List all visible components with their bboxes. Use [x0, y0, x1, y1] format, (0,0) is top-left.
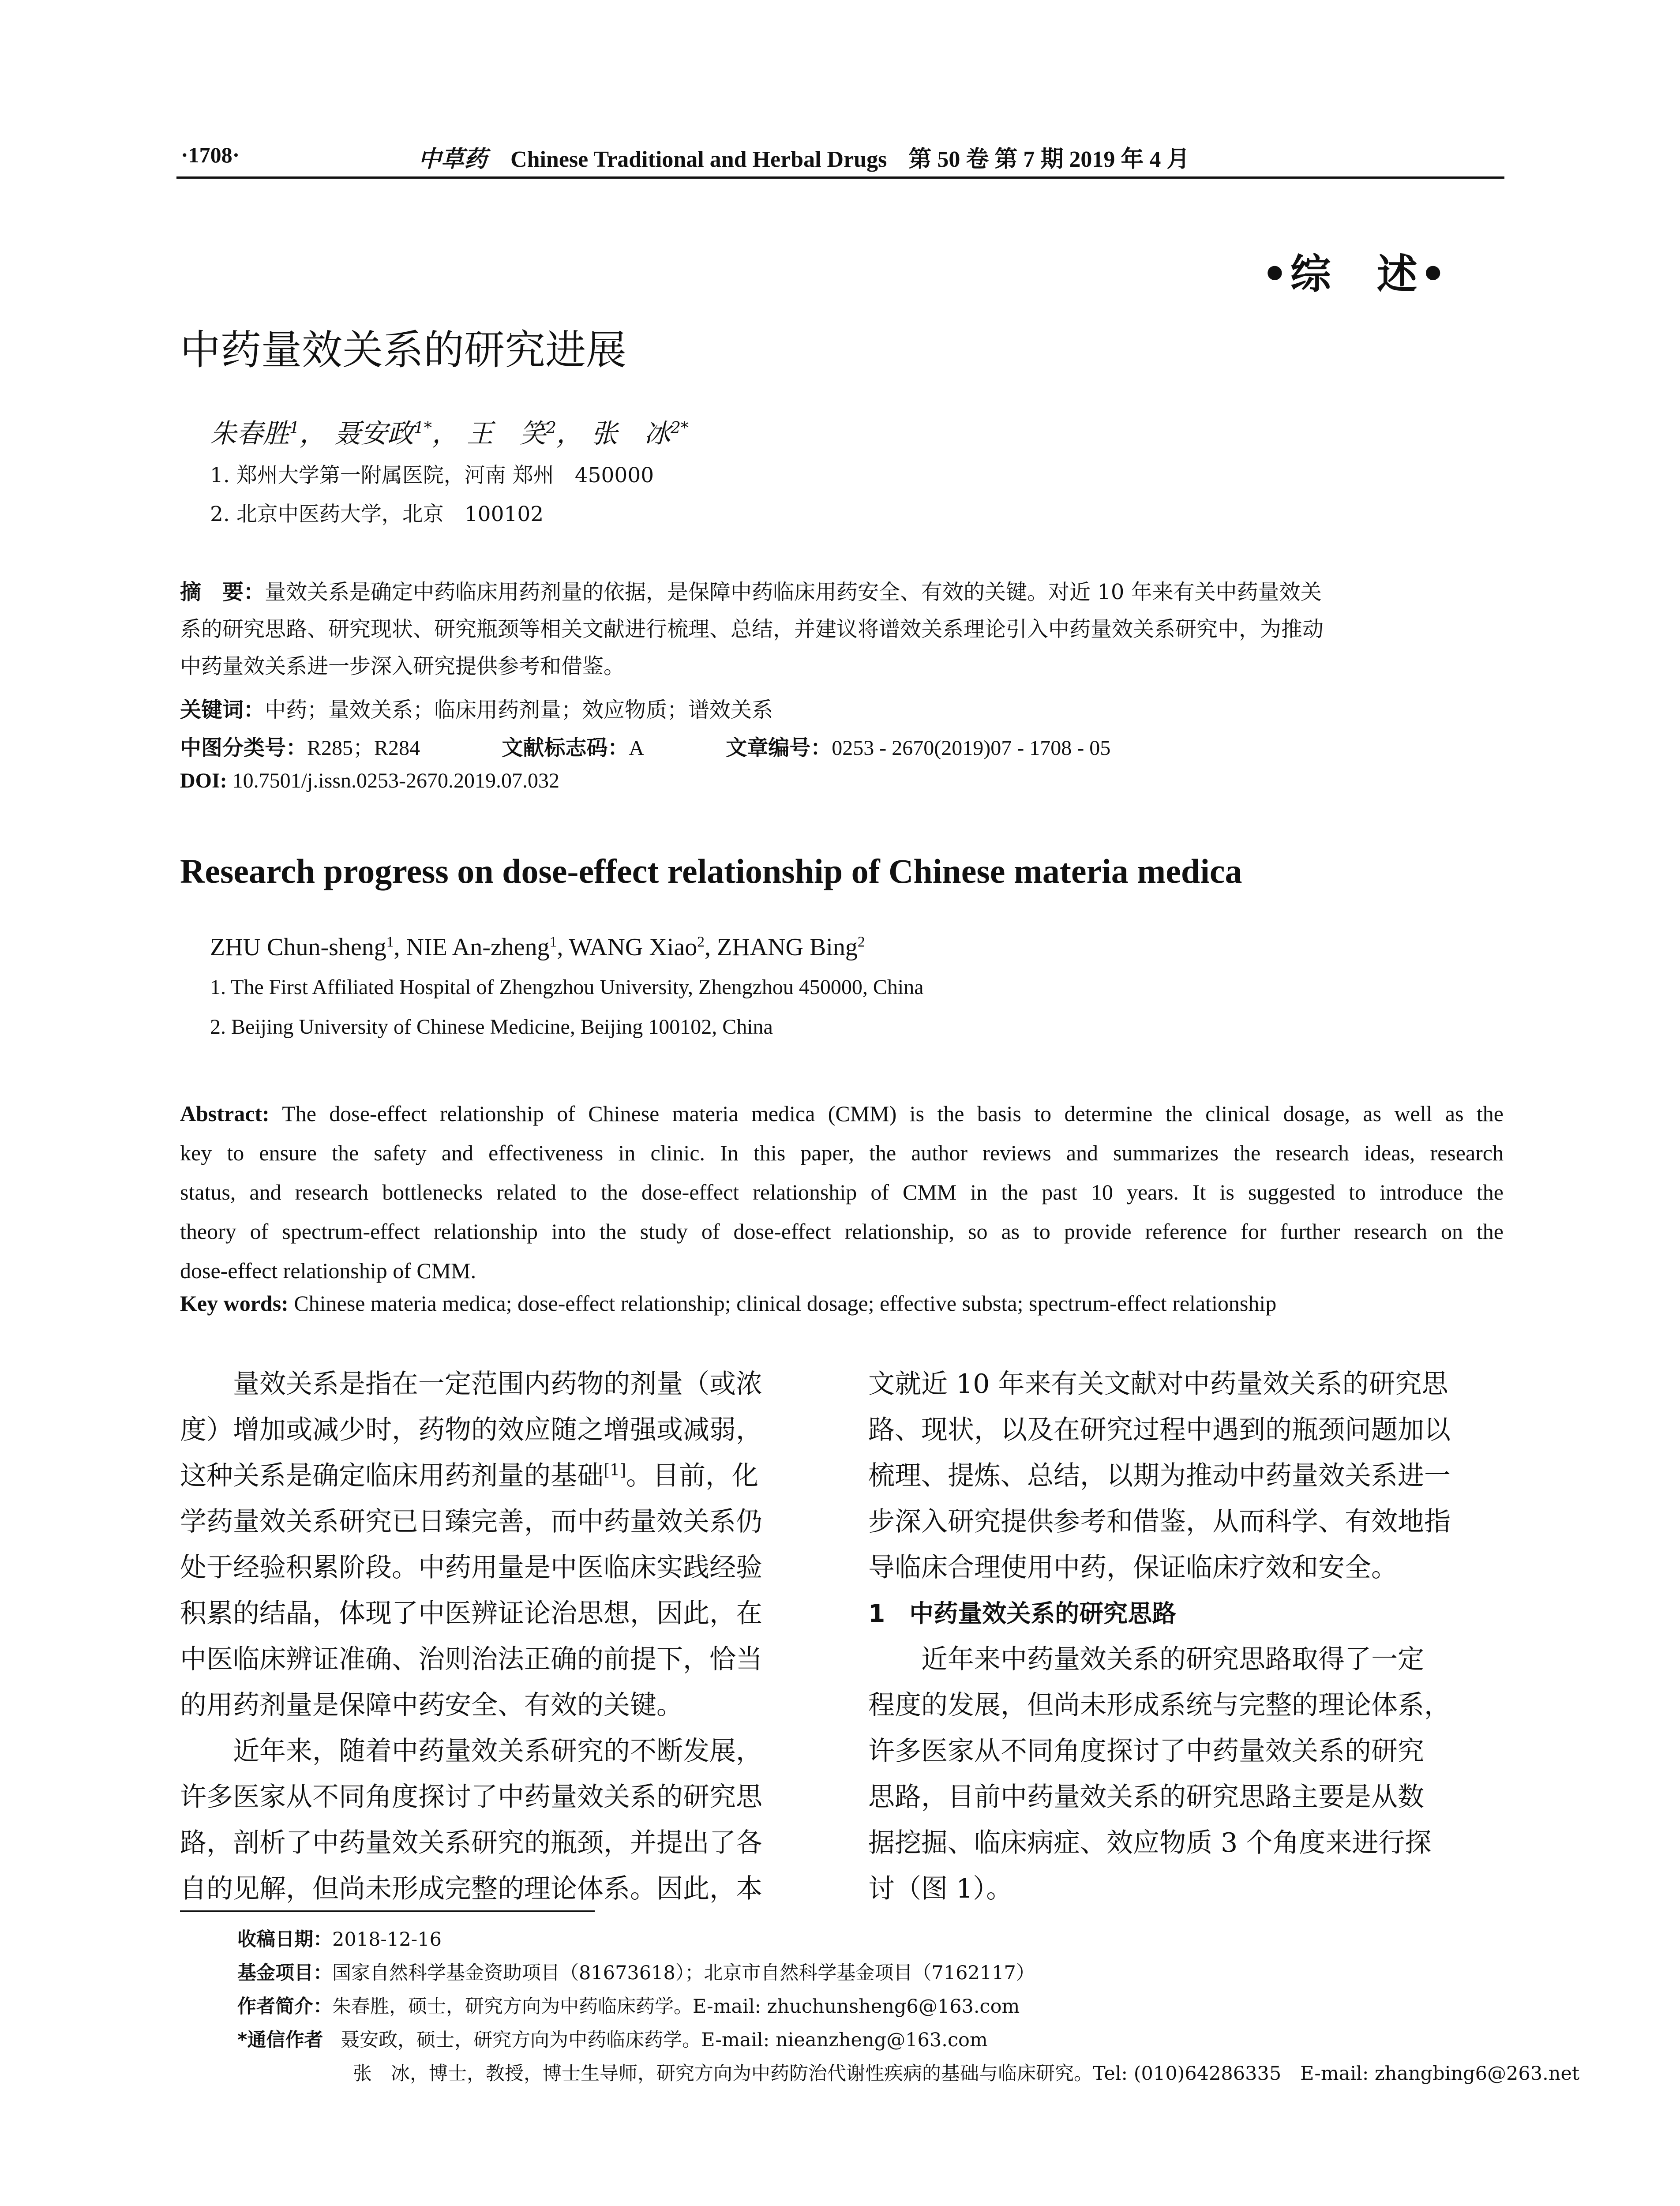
author-cn-4-sup: 2*: [670, 419, 689, 437]
author-en-2: NIE An-zheng: [406, 934, 550, 961]
authors-cn: 朱春胜$^1$， 聂安政$^{1*}$， 王 笑$^2$， 张 冰$^{2*}$: [210, 418, 689, 449]
body-left-line-6: 积累的结晶，体现了中医辨证论治思想，因此，在: [180, 1598, 762, 1629]
body-right-line-3: 梳理、提炼、总结，以期为推动中药量效关系进一: [868, 1460, 1451, 1491]
footnote-received: [237, 1925, 442, 1951]
body-right-line-10: 思路，目前中药量效关系的研究思路主要是从数: [868, 1782, 1424, 1812]
body-right-line-1: 文就近 10 年来有关文献对中药量效关系的研究思: [868, 1369, 1448, 1399]
title-en: Research progress on dose-effect relationship of Chinese materia medica: [180, 852, 1242, 890]
affiliation-cn-1: 1. 郑州大学第一附属医院，河南 郑州 450000: [210, 463, 654, 488]
doi-label: DOI:: [180, 769, 227, 792]
article-number-label: 文章编号：: [726, 735, 832, 760]
body-left-line-11: 路，剖析了中药量效关系研究的瓶颈，并提出了各: [180, 1827, 762, 1858]
abstract-cn-line-3: 中药量效关系进一步深入研究提供参考和借鉴。: [180, 654, 625, 679]
journal-header: [418, 140, 1189, 173]
clc-label: 中图分类号：: [180, 735, 308, 760]
footnote-fund: [237, 1958, 1035, 1985]
journal-name-cn: 中草药: [418, 147, 488, 172]
keywords-en-label: Key words:: [180, 1291, 289, 1316]
received-date: 2018-12-16: [332, 1928, 442, 1951]
body-right-line-2: 路、现状，以及在研究过程中遇到的瓶颈问题加以: [868, 1414, 1451, 1445]
title-cn: 中药量效关系的研究进展: [180, 326, 627, 374]
author-en-3-sup: 2: [697, 934, 705, 950]
journal-issue: 第 50 卷 第 7 期 2019 年 4 月: [908, 147, 1190, 172]
author-cn-1: 朱春胜: [210, 418, 289, 449]
author-en-1-sup: 1: [386, 934, 394, 950]
received-label: 收稿日期：: [237, 1928, 332, 1951]
body-left-line-7: 中医临床辨证准确、治则治法正确的前提下，恰当: [180, 1644, 762, 1675]
author-cn-4: 张 冰: [591, 418, 671, 449]
fund-label: 基金项目：: [237, 1962, 332, 1984]
citation-1[interactable]: [1]: [604, 1461, 626, 1479]
corresponding-author-2: 张 冰，博士，教授，博士生导师，研究方向为中药防治代谢性疾病的基础与临床研究。Tel: (010)64286335 E-mail: zhangbing6@263.net: [353, 2063, 1580, 2085]
journal-name-en: Chinese Traditional and Herbal Drugs: [510, 147, 887, 172]
author-en-4: ZHANG Bing: [716, 934, 858, 961]
corresponding-label: *通信作者: [237, 2029, 323, 2051]
doc-code-value: A: [629, 736, 645, 760]
keywords-cn: [180, 693, 773, 723]
abstract-cn-label: 摘 要：: [180, 580, 265, 604]
body-right-line-11: 据挖掘、临床病症、效应物质 3 个角度来进行探: [868, 1827, 1432, 1858]
keywords-en: [180, 1291, 1276, 1316]
affiliation-en-1: 1. The First Affiliated Hospital of Zhengzhou University, Zhengzhou 450000, China: [210, 975, 924, 999]
article-number-value: 0253 - 2670(2019)07 - 1708 - 05: [832, 736, 1111, 760]
classification-line: [180, 731, 1110, 761]
author-en-4-sup: 2: [857, 934, 865, 950]
keywords-cn-label: 关键词：: [180, 698, 265, 722]
abstract-cn-line-1: 量效关系是确定中药临床用药剂量的依据，是保障中药临床用药安全、有效的关键。对近 10 年来有关中药量效关: [265, 580, 1322, 604]
footnote-rule: [180, 1910, 595, 1912]
abstract-en-line-3: status, and research bottlenecks related to the dose-effect relationship of CMM in the past 10 years. It is suggested to introduce the: [180, 1180, 1504, 1204]
page-number: ·1708·: [181, 143, 240, 167]
author-cn-2: 聂安政: [334, 418, 414, 449]
author-en-1: ZHU Chun-sheng: [210, 934, 386, 961]
body-right-line-12: 讨（图 1）。: [868, 1873, 1013, 1904]
abstract-cn-line-2: 系的研究思路、研究现状、研究瓶颈等相关文献进行梳理、总结，并建议将谱效关系理论引入中药量效关系研究中，为推动: [180, 617, 1324, 642]
author-cn-3: 王 笑: [466, 418, 546, 449]
abstract-en: [180, 1094, 1504, 1291]
affiliation-cn-2: 2. 北京中医药大学，北京 100102: [210, 502, 544, 526]
body-left-line-2: 度）增加或减少时，药物的效应随之增强或减弱，: [180, 1414, 762, 1445]
body-left-line-4: 学药量效关系研究已日臻完善，而中药量效关系仍: [180, 1506, 762, 1537]
abstract-cn: [180, 574, 1504, 685]
abstract-en-line-4: theory of spectrum-effect relationship into the study of dose-effect relationship, so as to provide reference for further research on the: [180, 1219, 1504, 1244]
corresponding-author-1: 聂安政，硕士，研究方向为中药临床药学。E-mail: nieanzheng@163.com: [341, 2029, 988, 2051]
body-left-line-10: 许多医家从不同角度探讨了中药量效关系的研究思: [180, 1782, 762, 1812]
doi-value: 10.7501/j.issn.0253-2670.2019.07.032: [232, 769, 560, 792]
body-left-line-1: 量效关系是指在一定范围内药物的剂量（或浓: [180, 1369, 762, 1399]
body-left-line-8: 的用药剂量是保障中药安全、有效的关键。: [180, 1690, 683, 1721]
abstract-en-line-5: dose-effect relationship of CMM.: [180, 1258, 476, 1283]
clc-value: R285；R284: [307, 736, 420, 760]
abstract-en-label: Abstract:: [180, 1101, 270, 1126]
body-left-line-3: 这种关系是确定临床用药剂量的基础[1]。目前，化: [180, 1460, 758, 1491]
author-cn-1-sup: 1: [289, 419, 300, 437]
body-left-line-12: 自的见解，但尚未形成完整的理论体系。因此，本: [180, 1873, 762, 1904]
body-column-left: [180, 1361, 762, 1912]
header-rule: [176, 176, 1504, 179]
abstract-en-line-1: The dose-effect relationship of Chinese materia medica (CMM) is the basis to determine the clinical dosage, as well as the: [282, 1101, 1504, 1126]
affiliation-en-2: 2. Beijing University of Chinese Medicine, Beijing 100102, China: [210, 1015, 773, 1039]
author-bio-text: 朱春胜，硕士，研究方向为中药临床药学。E-mail: zhuchunsheng6@163.com: [332, 1996, 1020, 2018]
author-bio-label: 作者简介：: [237, 1996, 332, 2018]
author-cn-3-sup: 2: [546, 419, 556, 437]
section-1-heading: 1 中药量效关系的研究思路: [868, 1599, 1177, 1628]
fund-text: 国家自然科学基金资助项目（81673618）；北京市自然科学基金项目（7162117）: [332, 1962, 1035, 1984]
body-right-line-7: 近年来中药量效关系的研究思路取得了一定: [868, 1644, 1424, 1675]
abstract-en-line-2: key to ensure the safety and effectiveness in clinic. In this paper, the author reviews and summarizes the research ideas, research: [180, 1141, 1504, 1165]
body-right-line-8: 程度的发展，但尚未形成系统与完整的理论体系，: [868, 1690, 1451, 1721]
body-right-line-5: 导临床合理使用中药，保证临床疗效和安全。: [868, 1552, 1398, 1583]
body-column-right: [868, 1361, 1451, 1912]
body-left-line-9: 近年来，随着中药量效关系研究的不断发展，: [180, 1736, 762, 1767]
body-right-line-9: 许多医家从不同角度探讨了中药量效关系的研究: [868, 1736, 1424, 1767]
keywords-cn-text: 中药；量效关系；临床用药剂量；效应物质；谱效关系: [265, 698, 773, 722]
authors-en: ZHU Chun-sheng$^1$, NIE An-zheng$^1$, WANG Xiao$^2$, ZHANG Bing$^2$: [210, 934, 865, 961]
body-right-line-4: 步深入研究提供参考和借鉴，从而科学、有效地指: [868, 1506, 1451, 1537]
doi-line: [180, 769, 559, 793]
footnote-author: [237, 1992, 1020, 2018]
author-en-2-sup: 1: [549, 934, 557, 950]
author-cn-2-sup: 1*: [413, 419, 432, 437]
keywords-en-text: Chinese materia medica; dose-effect relationship; clinical dosage; effective substa; spectrum-effect relationship: [294, 1291, 1277, 1316]
author-en-3: WANG Xiao: [569, 934, 698, 961]
body-left-line-5: 处于经验积累阶段。中药用量是中医临床实践经验: [180, 1552, 762, 1583]
doc-code-label: 文献标志码：: [502, 735, 629, 760]
footnote-correspondence: [237, 2025, 988, 2052]
section-label: •综 述•: [1262, 250, 1449, 298]
